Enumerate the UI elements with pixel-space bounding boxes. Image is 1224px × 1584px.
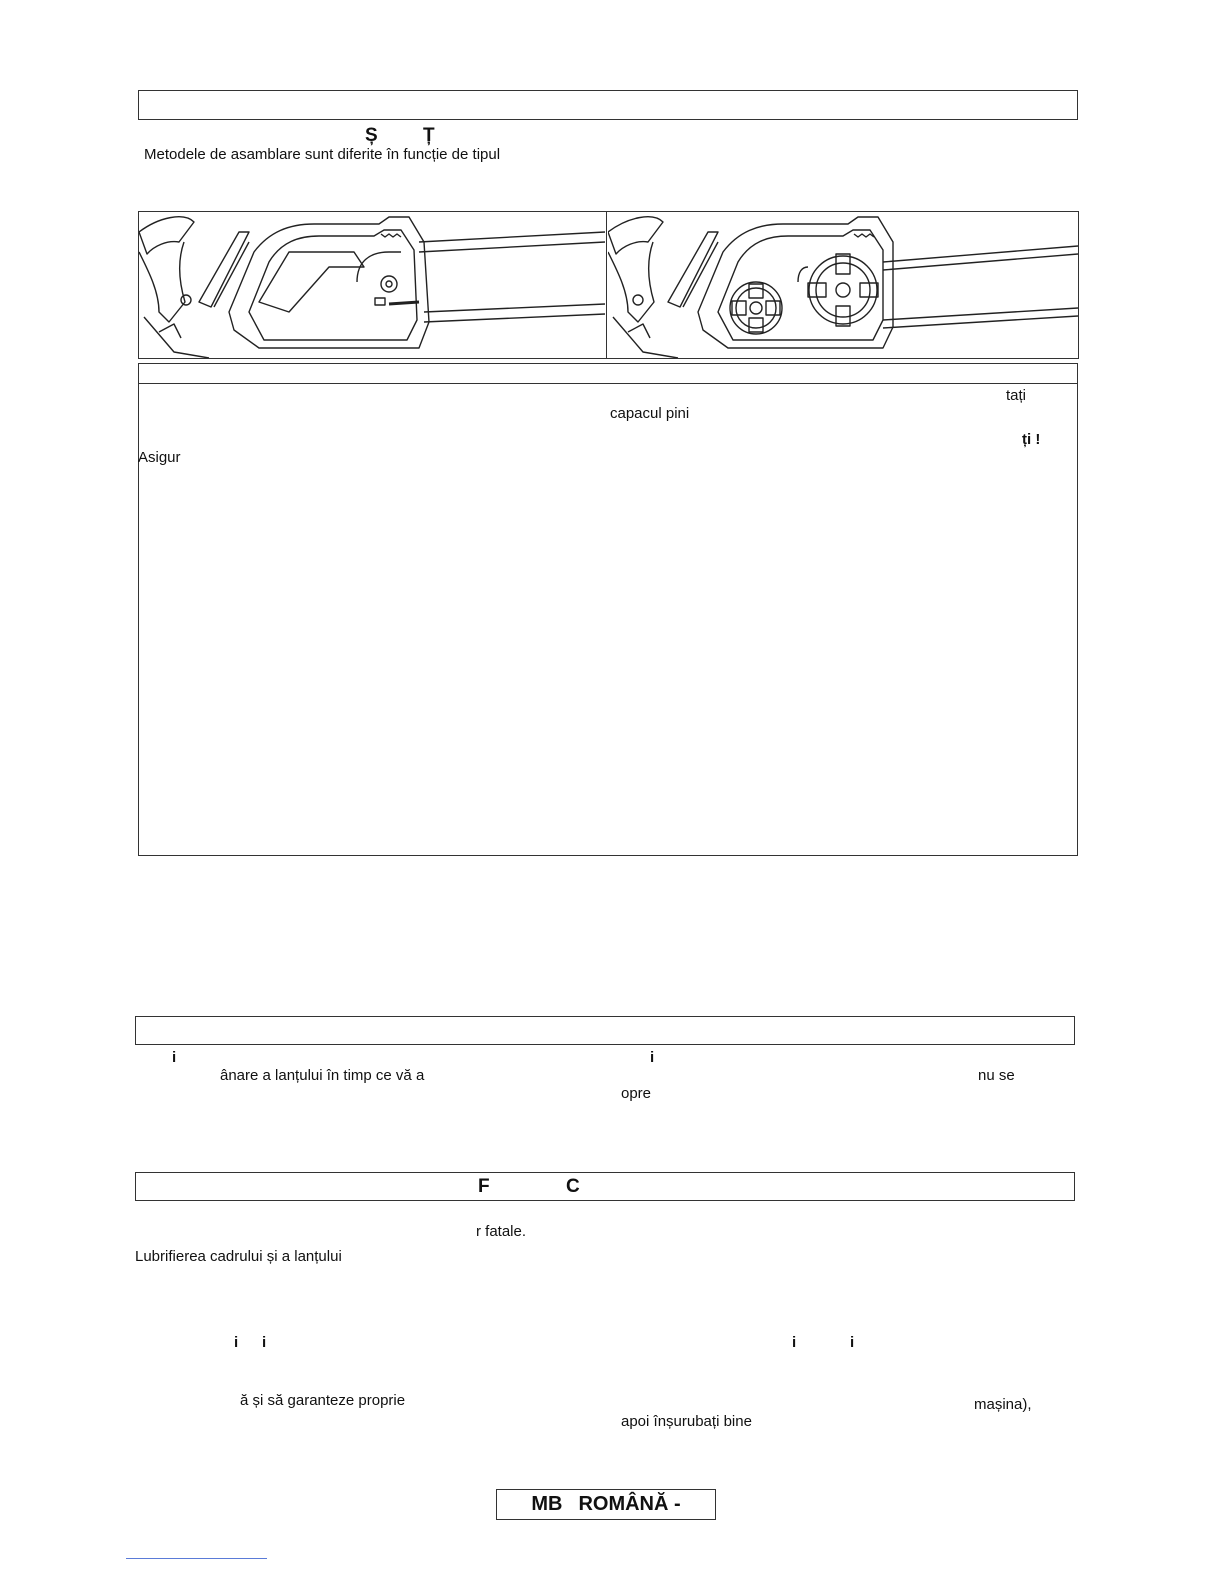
section-3-glyph-2: i	[650, 1049, 655, 1066]
intro-text: Metodele de asamblare sunt diferite în funcție de tipul	[144, 146, 501, 163]
section-4-fragment-masina: mașina),	[974, 1396, 1032, 1413]
section-4-glyph-3: i	[792, 1334, 797, 1351]
page-footer-label	[496, 1489, 716, 1520]
section-2-header-line	[138, 383, 1078, 384]
section-1-header-box	[138, 90, 1078, 120]
section-4-fragment-insurubati: apoi înșurubați bine	[621, 1413, 752, 1430]
footer-link-underline	[126, 1558, 267, 1559]
section-4-glyph-4: i	[850, 1334, 855, 1351]
section-4-glyph-2: i	[262, 1334, 267, 1351]
heading-glyph-s: Ș	[365, 125, 378, 146]
chainsaw-left-illustration	[139, 212, 605, 358]
section-4-header-box	[135, 1172, 1075, 1201]
section-3-fragment-nu-se: nu se	[978, 1067, 1015, 1084]
section-3-fragment-anare: ânare a lanțului în timp ce vă a	[220, 1067, 425, 1084]
footer-model-code: MB	[531, 1493, 563, 1515]
section-4-fragment-garanteze: ă și să garanteze proprie	[240, 1392, 406, 1409]
section-4-fragment-fatale: r fatale.	[476, 1223, 527, 1240]
section-4-heading-glyph-c: C	[566, 1176, 580, 1197]
section-4-heading-glyph-f: F	[478, 1176, 490, 1197]
heading-glyph-t: Ț	[423, 125, 435, 146]
section-3-fragment-opre: opre	[621, 1085, 652, 1102]
section-2-content-box	[138, 363, 1078, 856]
chainsaw-right-illustration	[608, 212, 1078, 358]
section-2-fragment-tati: tați	[1006, 387, 1027, 404]
section-4-fragment-lubrifierea: Lubrifierea cadrului și a lanțului	[135, 1248, 342, 1265]
section-2-fragment-ti: ți !	[1022, 431, 1041, 448]
section-3-glyph-1: i	[172, 1049, 177, 1066]
section-2-fragment-asigur: Asigur	[138, 449, 181, 466]
section-2-fragment-capacul: capacul pini	[610, 405, 690, 422]
section-4-glyph-1: i	[234, 1334, 239, 1351]
footer-language: ROMÂNĂ -	[578, 1493, 681, 1515]
section-3-header-box	[135, 1016, 1075, 1045]
illustration-divider	[606, 211, 607, 359]
